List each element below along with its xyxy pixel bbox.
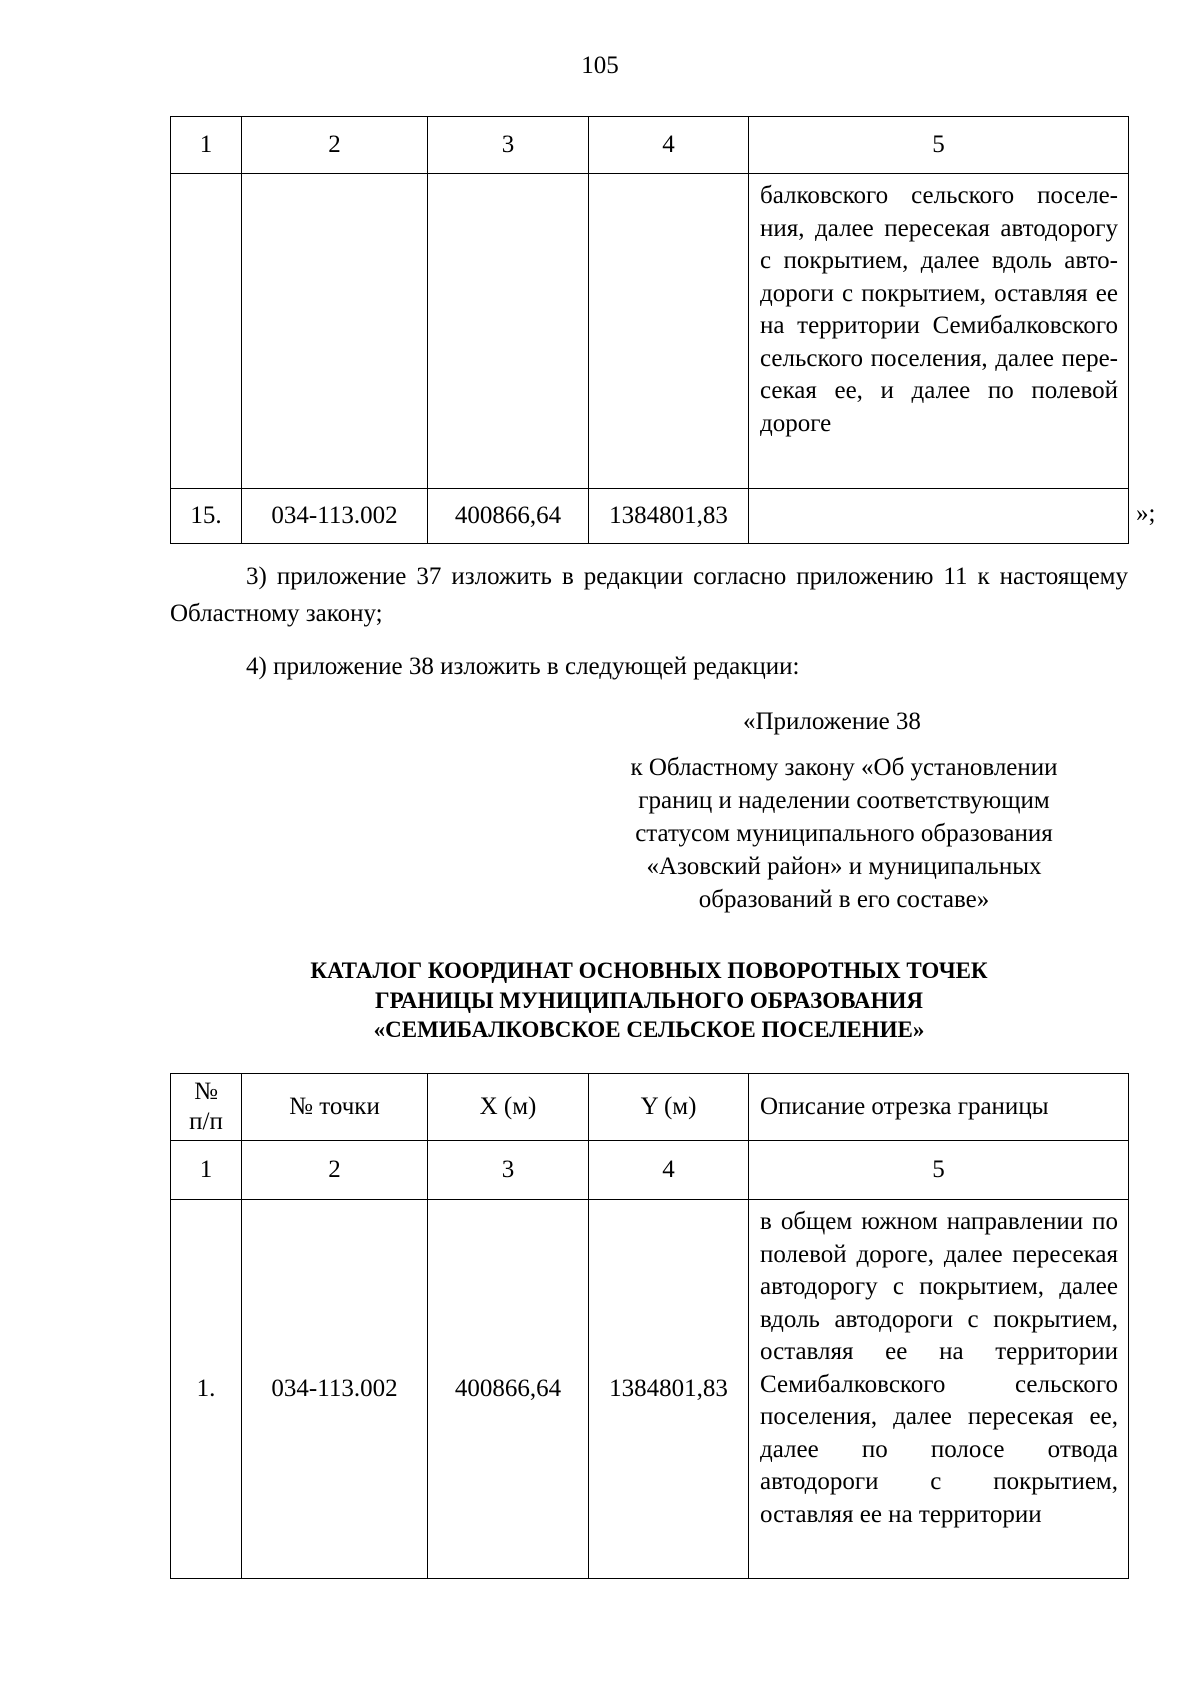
catalog-title-line: «СЕМИБАЛКОВСКОЕ СЕЛЬСКОЕ ПОСЕЛЕНИЕ» xyxy=(373,1017,925,1042)
appendix-subtitle-line: границ и наделении соответствующим xyxy=(638,787,1050,814)
table-row xyxy=(171,174,1129,489)
header-num-abbr: п/п xyxy=(189,1108,223,1135)
boundary-description: в общем южном направлении по полевой дороге, далее пересекая автодорогу с покрытием, далее вдоль автодороги с покрытием, оставляя ее на территории Семибалковского сельского поселения, далее пересекая ее, далее по полосе отвода автодороги с покрытием, оставляя ее на территории xyxy=(749,1200,1129,1579)
column-number: 3 xyxy=(428,1141,589,1200)
boundary-description: балковского сельского поселения, далее пересекая автодорогу с покрытием, далее вдоль автодороги с покрытием, оставляя ее на территории Семибалковского сельского поселения, далее пересекая ее, и далее по полевой дороге xyxy=(749,174,1129,489)
page-number: 105 xyxy=(581,52,619,79)
table-row xyxy=(171,1200,1129,1579)
header-x: X (м) xyxy=(428,1074,589,1141)
catalog-title-line: КАТАЛОГ КООРДИНАТ ОСНОВНЫХ ПОВОРОТНЫХ ТОЧЕК xyxy=(310,958,988,983)
x-coordinate: 400866,64 xyxy=(428,1200,589,1579)
catalog-title xyxy=(170,956,1128,1045)
row-number: 1. xyxy=(171,1200,242,1579)
closing-quote: »; xyxy=(1136,500,1156,527)
header-y: Y (м) xyxy=(589,1074,749,1141)
table-header-row xyxy=(171,117,1129,174)
column-numbers-row xyxy=(171,1141,1129,1200)
header-point: № точки xyxy=(242,1074,428,1141)
column-number: 2 xyxy=(242,1141,428,1200)
header-cell: 2 xyxy=(242,117,428,174)
appendix-subtitle-line: статусом муниципального образования xyxy=(635,820,1053,847)
boundary-table-continued xyxy=(170,116,1129,544)
appendix-subtitle-line: «Азовский район» и муниципальных xyxy=(646,853,1042,880)
empty-cell xyxy=(242,174,428,489)
header-cell: 4 xyxy=(589,117,749,174)
column-number: 1 xyxy=(171,1141,242,1200)
paragraph-4: 4) приложение 38 изложить в следующей редакции: xyxy=(246,653,800,680)
row-number: 15. xyxy=(171,489,242,544)
header-cell: 3 xyxy=(428,117,589,174)
table-header-row xyxy=(171,1074,1129,1141)
y-coordinate: 1384801,83 xyxy=(589,489,749,544)
paragraph-3: 3) приложение 37 изложить в редакции согласно приложению 11 к настоящему Областному закону; xyxy=(170,563,1128,627)
appendix-title: «Приложение 38 xyxy=(743,708,921,735)
point-id: 034-113.002 xyxy=(242,489,428,544)
column-number: 4 xyxy=(589,1141,749,1200)
point-id: 034-113.002 xyxy=(242,1200,428,1579)
empty-cell xyxy=(171,174,242,489)
header-row-number xyxy=(171,1074,242,1141)
header-description: Описание отрезка границы xyxy=(749,1074,1129,1141)
appendix-subtitle-line: к Областному закону «Об установлении xyxy=(630,754,1058,781)
header-cell: 1 xyxy=(171,117,242,174)
coordinates-catalog-table xyxy=(170,1073,1129,1579)
empty-cell xyxy=(589,174,749,489)
catalog-title-line: ГРАНИЦЫ МУНИЦИПАЛЬНОГО ОБРАЗОВАНИЯ xyxy=(375,987,923,1013)
x-coordinate: 400866,64 xyxy=(428,489,589,544)
header-cell: 5 xyxy=(749,117,1129,174)
y-coordinate: 1384801,83 xyxy=(589,1200,749,1579)
appendix-subtitle-line: образований в его составе» xyxy=(698,886,990,913)
empty-cell xyxy=(428,174,589,489)
boundary-description xyxy=(749,489,1129,544)
table-row xyxy=(171,489,1129,544)
column-number: 5 xyxy=(749,1141,1129,1200)
appendix-subtitle xyxy=(584,751,1104,916)
header-num-symbol: № xyxy=(194,1078,218,1105)
